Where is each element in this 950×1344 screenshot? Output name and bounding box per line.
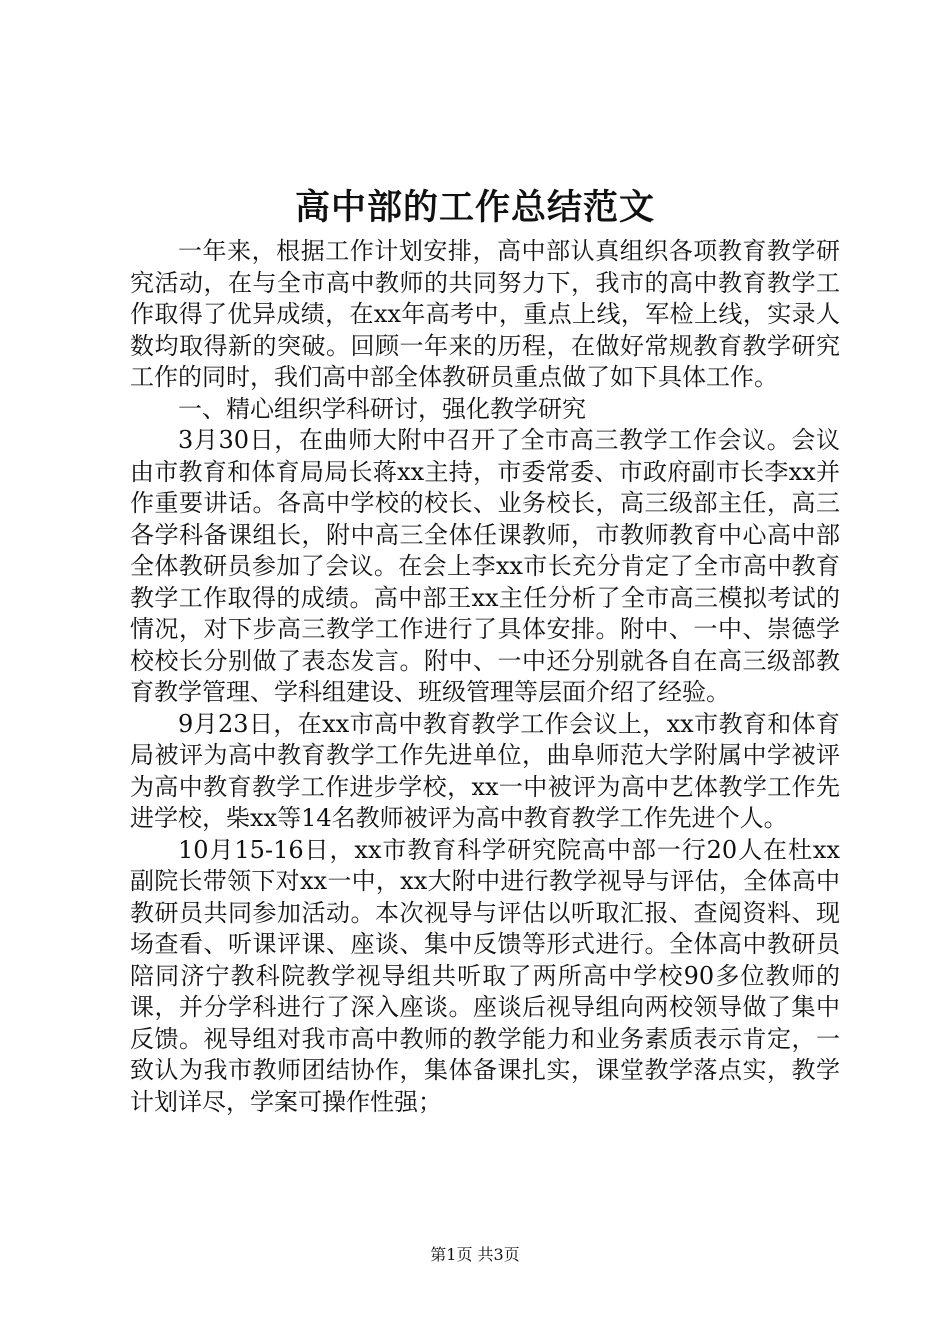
document-title: 高中部的工作总结范文 — [294, 187, 655, 228]
paragraph-intro: 一年来，根据工作计划安排，高中部认真组织各项教育教学研究活动，在与全市高中教师的共同努力下，我市的高中教育教学工作取得了优异成绩，在xx年高考中，重点上线，军检上线，实录人数均取得新的突破。回顾一年来的历程，在做好常规教育教学研究工作的同时，我们高中部全体教研员重点做了如下具体工作。 — [130, 237, 840, 391]
paragraph-september-awards: 9月23日，在xx市高中教育教学工作会议上，xx市教育和体育局被评为高中教育教学工作先进单位，曲阜师范大学附属中学被评为高中教育教学工作进步学校，xx一中被评为高中艺体教学工作先进学校，柴xx等14名教师被评为高中教育教学工作先进个人。 — [130, 709, 840, 832]
document-body — [130, 236, 840, 1118]
page-footer: 第1页 共3页 — [430, 1245, 520, 1264]
paragraph-october-inspection: 10月15-16日，xx市教育科学研究院高中部一行20人在杜xx副院长带领下对xx一中，xx大附中进行教学视导与评估，全体高中教研员共同参加活动。本次视导与评估以听取汇报、查阅资料、现场查看、听课评课、座谈、集中反馈等形式进行。全体高中教研员陪同济宁教科院教学视导组共听取了两所高中学校90多位教师的课，并分学科进行了深入座谈。座谈后视导组向两校领导做了集中反馈。视导组对我市高中教师的教学能力和业务素质表示肯定，一致认为我市教师团结协作，集体备课扎实，课堂教学落点实，教学计划详尽，学案可操作性强； — [130, 835, 840, 1116]
section-heading: 一、精心组织学科研讨，强化教学研究 — [178, 394, 586, 423]
paragraph-march-meeting: 3月30日，在曲师大附中召开了全市高三教学工作会议。会议由市教育和体育局局长蒋xx主持，市委常委、市政府副市长李xx并作重要讲话。各高中学校的校长、业务校长，高三级部主任，高三各学科备课组长，附中高三全体任课教师，市教师教育中心高中部全体教研员参加了会议。在会上李xx市长充分肯定了全市高中教育教学工作取得的成绩。高中部王xx主任分析了全市高三模拟考试的情况，对下步高三教学工作进行了具体安排。附中、一中、崇德学校校长分别做了表态发言。附中、一中还分别就各自在高三级部教育教学管理、学科组建设、班级管理等层面介绍了经验。 — [130, 426, 840, 706]
